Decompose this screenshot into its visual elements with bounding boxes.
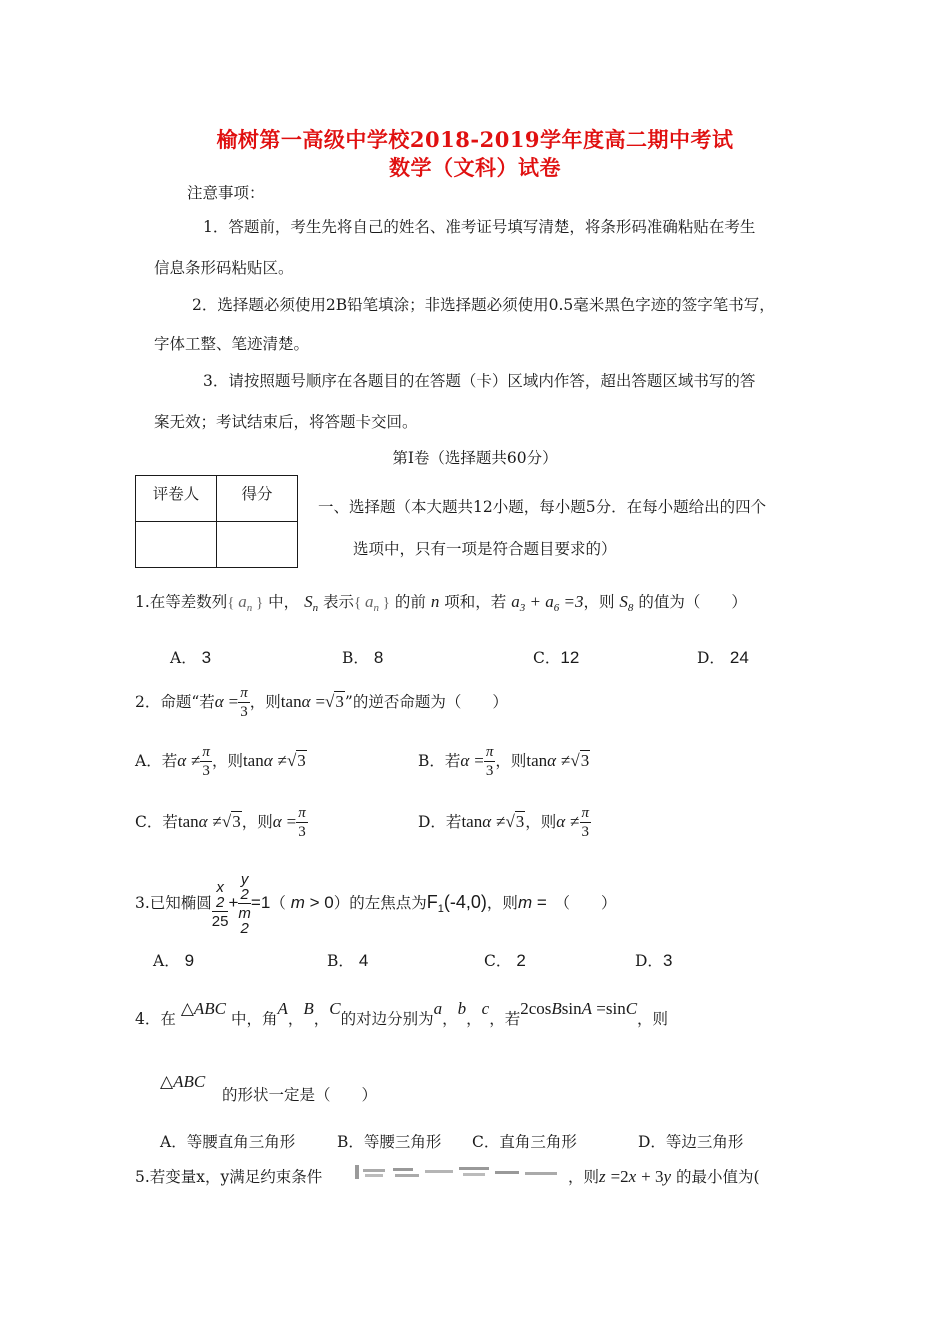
q1-text: ，则 [583,593,615,611]
q1-condition: $a_3 + a_6 =3$ [511,592,584,614]
question-3: 3.已知椭圆 x 2 25 + y 2 m 2 =1（ m > 0）的左焦点为$F_1(-4,0)$，则m = （ ） [135,871,617,937]
section-desc-line-2: 选项中，只有一项是符合题目要求的） [353,540,617,558]
q1-text: 的值为（ ） [638,593,747,611]
q2-option-c: C．若tanα ≠√3，则α = $\frac{\pi}{3}$ [135,805,306,840]
q3-option-d: D．3 [635,951,673,970]
q1-text: 1.在等差数列 [135,593,228,611]
q1-option-c: C．12 [533,648,580,667]
q4-triangle: △ABC [160,1072,206,1091]
grader-cell [136,522,217,568]
section-title: 第Ⅰ卷（选择题共60分） [392,449,558,467]
q2-option-b: B．若α = $\frac{\pi}{3}$ ，则tanα ≠√3 [418,744,590,779]
q1-text: 项和，若 [444,593,507,611]
q4-option-b: B．等腰三角形 [337,1133,442,1151]
q1-sn: $S_n$ [304,592,319,614]
q1-option-d: D． 24 [697,648,749,667]
q1-seq: { $a_n$ } [227,592,264,614]
q1-option-a: A． 3 [170,648,212,667]
exam-title: 榆树第一高级中学校2018-2019学年度高二期中考试 [216,127,734,152]
q3-option-a: A． 9 [153,951,195,970]
q2-option-d: D．若tanα ≠√3，则α ≠ $\frac{\pi}{3}$ [418,805,590,840]
score-table [135,475,298,568]
score-header: 得分 [217,476,298,522]
q1-n: n [430,592,440,611]
q4-option-d: D．等边三角形 [638,1133,744,1151]
q1-seq: { $a_n$ } [354,592,390,614]
q1-option-b: B． 8 [342,648,384,667]
notes-heading: 注意事项： [187,184,265,202]
score-cell [217,522,298,568]
exam-subtitle: 数学（文科）试卷 [389,155,561,180]
question-2: 2．命题“若α = $\frac{\pi}{3}$ ，则tanα =√3”的逆否命题为（ ） [135,685,508,720]
note-2-line-2: 字体工整、笔迹清楚。 [154,335,310,353]
q4-line-2: 的形状一定是（ ） [222,1086,378,1104]
q2-option-a: A．若α ≠ $\frac{\pi}{3}$ ，则tanα ≠√3 [135,744,306,779]
note-2-line-1: 2．选择题必须使用2B铅笔填涂；非选择题必须使用0.5毫米黑色字迹的签字笔书写， [192,296,775,314]
q1-text: 中， [268,593,300,611]
question-5: 5.若变量x，y满足约束条件 [135,1168,323,1186]
note-3-line-2: 案无效；考试结束后，将答题卡交回。 [154,413,418,431]
note-1-line-1: 1．答题前，考生先将自己的姓名、准考证号填写清楚，将条形码准确粘贴在考生 [203,218,756,236]
q3-option-c: C． 2 [484,951,526,970]
q5-tail: ，则z =2x + 3y 的最小值为( [568,1167,760,1186]
question-4: 4．在 △ABC 中，角A，B，C的对边分别为a，b，c，若2cosBsinA =sinC，则 [135,999,669,1028]
q1-text: 的前 [394,593,426,611]
q4-option-c: C．直角三角形 [472,1133,577,1151]
q1-s8: $S_8$ [619,592,634,614]
q1-text: 表示 [323,593,355,611]
section-desc-line-1: 一、选择题（本大题共12小题，每小题5分．在每小题给出的四个 [318,498,767,516]
q3-option-b: B． 4 [327,951,369,970]
constraint-image-smudge [353,1163,563,1181]
note-1-line-2: 信息条形码粘贴区。 [154,259,294,277]
question-1 [135,590,747,614]
grader-header: 评卷人 [136,476,217,522]
note-3-line-1: 3．请按照题号顺序在各题目的在答题（卡）区域内作答，超出答题区域书写的答 [203,372,756,390]
q4-option-a: A．等腰直角三角形 [160,1133,296,1151]
